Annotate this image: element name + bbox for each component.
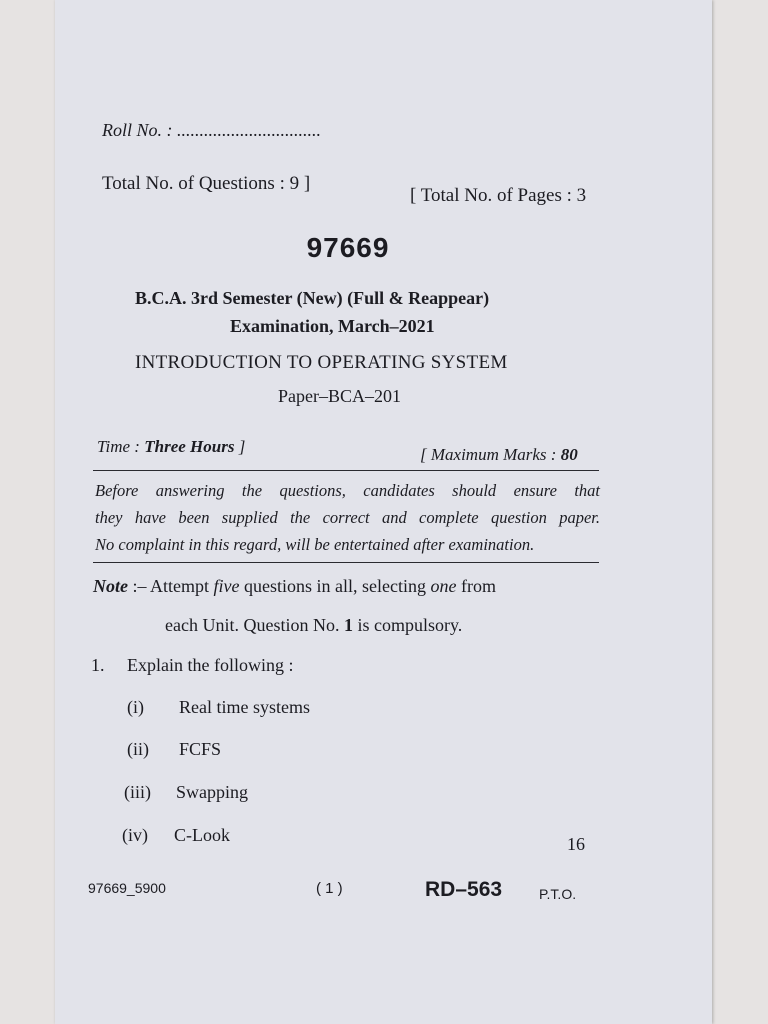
part-text: Swapping — [176, 782, 248, 802]
note-one: one — [430, 576, 457, 596]
footer-code: RD–563 — [425, 878, 503, 901]
part-text: Real time systems — [179, 697, 310, 717]
part-number: (ii) — [127, 739, 149, 759]
part-number: (i) — [127, 697, 144, 717]
question-text: Explain the following : — [127, 655, 294, 675]
instruction-line: No complaint in this regard, will be entertained after examination. — [95, 535, 535, 554]
note-five: five — [213, 576, 240, 596]
footer-serial: 97669_5900 — [88, 880, 166, 896]
paper-number: Paper–BCA–201 — [278, 386, 401, 406]
note-text-c: from — [456, 576, 496, 596]
total-questions: Total No. of Questions : 9 ] — [102, 173, 311, 194]
note-text-b: questions in all, selecting — [239, 576, 431, 596]
question-part — [124, 782, 248, 803]
total-pages: [ Total No. of Pages : 3 — [410, 185, 587, 206]
time-prefix: Time : — [97, 437, 145, 456]
roll-number-field — [102, 120, 321, 141]
divider-top — [93, 470, 599, 471]
note-text-d: each Unit. Question No. — [165, 615, 344, 635]
note-line-2 — [165, 615, 462, 636]
instruction-line: they have been supplied the correct and complete question paper. — [95, 508, 600, 527]
note-line-1 — [93, 576, 496, 597]
question-part — [122, 825, 230, 846]
question-number: 1. — [91, 655, 105, 675]
paper-code: 97669 — [306, 232, 390, 263]
part-text: C-Look — [174, 825, 230, 845]
note-text-a: :– Attempt — [128, 576, 214, 596]
candidate-instructions — [95, 477, 600, 558]
note-label: Note — [93, 576, 128, 596]
question-part — [127, 739, 221, 760]
divider-bottom — [93, 562, 599, 563]
course-title: B.C.A. 3rd Semester (New) (Full & Reappear) — [135, 288, 490, 308]
footer-page-number: ( 1 ) — [316, 880, 343, 897]
part-number: (iii) — [124, 782, 151, 802]
question-marks: 16 — [567, 834, 585, 854]
instruction-line: Before answering the questions, candidates should ensure that — [95, 481, 600, 500]
note-question-number: 1 — [343, 615, 353, 635]
roll-number-label: Roll No. : — [102, 120, 173, 140]
exam-session: Examination, March–2021 — [230, 316, 435, 336]
time-suffix: ] — [234, 437, 246, 456]
question-part — [127, 697, 310, 718]
part-text: FCFS — [179, 739, 222, 759]
time-value: Three Hours — [144, 437, 235, 456]
marks-value: 80 — [560, 445, 578, 464]
question-1 — [91, 655, 293, 676]
maximum-marks — [420, 445, 578, 465]
roll-number-dots: ................................ — [177, 120, 321, 140]
part-number: (iv) — [122, 825, 148, 845]
subject-title: INTRODUCTION TO OPERATING SYSTEM — [135, 352, 508, 373]
note-text-e: is compulsory. — [352, 615, 463, 635]
time-allowed — [97, 437, 245, 457]
footer-pto: P.T.O. — [539, 886, 577, 902]
marks-prefix: [ Maximum Marks : — [420, 445, 561, 464]
